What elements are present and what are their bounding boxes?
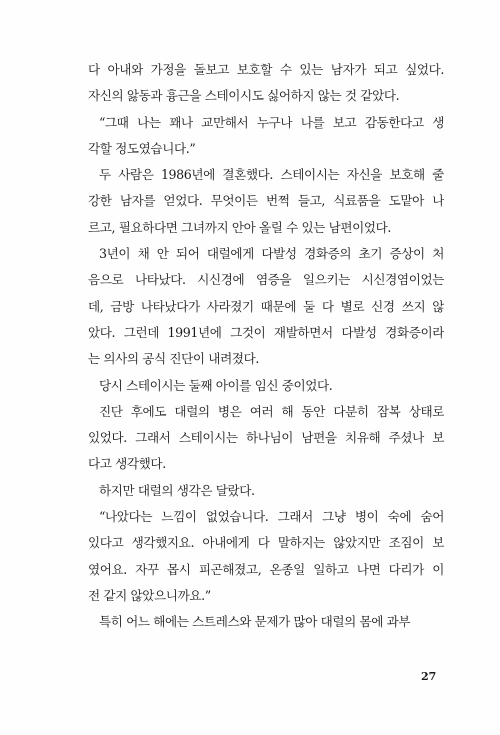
paragraph xyxy=(88,373,444,399)
text-line: 3년이 채 안 되어 대럴에게 다발성 경화증의 초기 증상이 처 xyxy=(99,246,444,262)
paragraph xyxy=(88,241,444,372)
paragraph xyxy=(88,504,444,609)
text-line: 당시 스테이시는 둘째 아이를 임신 중이었다. xyxy=(99,377,333,393)
text-line: 전 같지 않았으니까요.” xyxy=(88,587,211,603)
paragraph xyxy=(88,162,444,241)
text-line: 특히 어느 해에는 스트레스와 문제가 많아 대럴의 몸에 과부 xyxy=(99,614,411,630)
text-line: 있다고 생각했지요. 아내에게 다 말하지는 않았지만 조짐이 보 xyxy=(88,535,444,551)
text-line: 두 사람은 1986년에 결혼했다. 스테이시는 자신을 보호해 줄 xyxy=(99,167,444,183)
paragraph xyxy=(88,478,444,504)
paragraph xyxy=(88,110,444,163)
text-line: “나았다는 느낌이 없었습니다. 그래서 그냥 병이 숙에 숨어 xyxy=(99,509,444,525)
text-line: 강한 남자를 얻었다. 무엇이든 번쩍 들고, 식료품을 도맡아 나 xyxy=(88,193,444,209)
text-line: 르고, 필요하다면 그녀까지 안아 올릴 수 있는 남편이었다. xyxy=(88,219,392,235)
paragraph xyxy=(88,399,444,478)
text-line: 자신의 앓동과 흉근을 스테이시도 싫어하지 않는 것 같았다. xyxy=(88,88,400,104)
paragraph xyxy=(88,57,444,110)
text-line: 음으로 나타났다. 시신경에 염증을 일으키는 시신경염이었는 xyxy=(88,272,444,288)
body-text xyxy=(88,57,444,636)
text-line: 하지만 대럴의 생각은 달랐다. xyxy=(99,482,255,498)
text-line: 다 아내와 가정을 돌보고 보호할 수 있는 남자가 되고 싶었다. xyxy=(88,62,444,77)
text-line: 였어요. 자꾸 몹시 피곤해졌고, 온종일 일하고 나면 다리가 이 xyxy=(88,561,444,577)
page-number: 27 xyxy=(421,670,437,683)
text-line: 각할 정도였습니다.” xyxy=(88,140,196,156)
text-line: 다고 생각했다. xyxy=(88,456,166,472)
text-line: 진단 후에도 대럴의 병은 여러 해 동안 다분히 잠복 상태로 xyxy=(99,403,444,419)
text-line: 있었다. 그래서 스테이시는 하나님이 남편을 치유해 주셨나 보 xyxy=(88,430,444,446)
text-line: 는 의사의 공식 진단이 내려졌다. xyxy=(88,351,259,367)
paragraph xyxy=(88,609,444,635)
text-line: 았다. 그런데 1991년에 그것이 재발하면서 다발성 경화증이라 xyxy=(88,324,444,340)
text-line: 데, 금방 나타났다가 사라졌기 때문에 둘 다 별로 신경 쓰지 않 xyxy=(88,298,444,314)
text-line: “그때 나는 꽤나 교만해서 누구나 나를 보고 감동한다고 생 xyxy=(99,114,444,130)
